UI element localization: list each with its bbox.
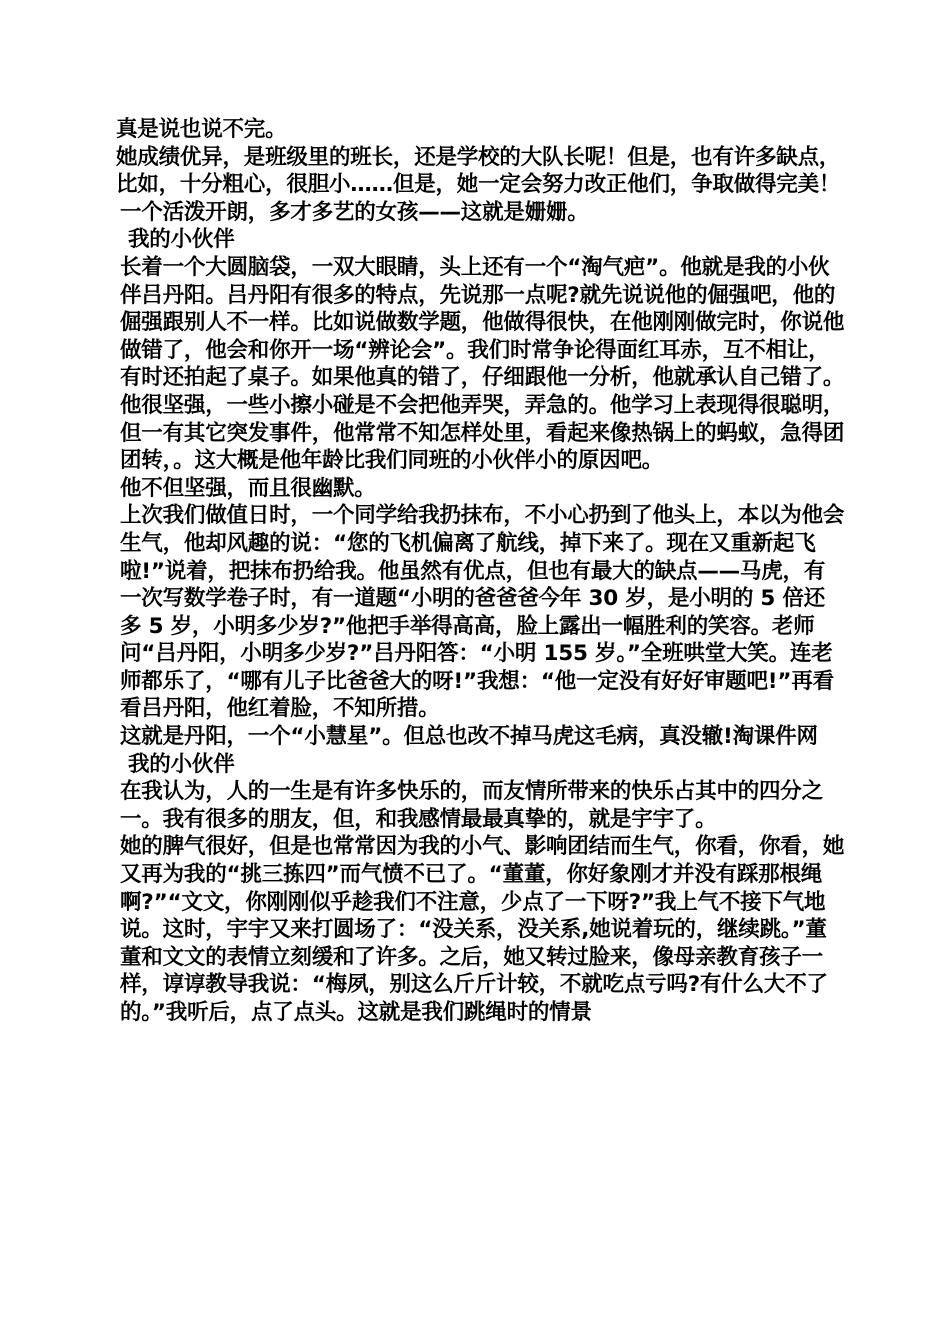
paragraph: 真是说也说不完。 — [116, 117, 287, 142]
section-title: 我的小伙伴 — [128, 751, 235, 777]
section-title: 我的小伙伴 — [128, 227, 235, 253]
paragraph: 这就是丹阳，一个“小慧星”。但总也改不掉马虎这毛病，真没辙!淘课件网 — [120, 724, 818, 750]
paragraph: 他很坚强，一些小擦小碰是不会把他弄哭，弄急的。他学习上表现得很聪明，但一有其它突发事件，他常常不知怎样处里，看起来像热锅上的蚂蚁，急得团团转，。这大概是他年龄比我们同班的小伙伴小的原因吧。 — [120, 392, 845, 474]
paragraph: 一个活泼开朗，多才多艺的女孩——这就是姗姗。 — [120, 199, 589, 225]
paragraph: 她的脾气很好，但是也常常因为我的小气、影响团结而生气，你看，你看，她又再为我的“挑三拣四”而气愤不已了。“董董，你好象刚才并没有踩那根绳啊?”“文文，你刚刚似乎趁我们不注意，少点了一下呀?”我上气不接下气地说。这时，宇宇又来打圆场了：“没关系，没关系,她说着玩的，继续跳。”董董和文文的表情立刻缓和了许多。之后，她又转过脸来，像母亲教育孩子一样，谆谆教导我说：“梅夙，别这么斤斤计较，不就吃点亏吗?有什么大不了的。”我听后，点了点头。这就是我们跳绳时的情景 — [120, 834, 845, 1025]
paragraph: 他不但坚强，而且很幽默。 — [120, 475, 376, 501]
paragraph: 她成绩优异，是班级里的班长，还是学校的大队长呢！但是，也有许多缺点，比如，十分粗心，很胆小……但是，她一定会努力改正他们，争取做得完美！ — [116, 144, 841, 198]
document-body — [116, 116, 846, 1027]
paragraph: 在我认为，人的一生是有许多快乐的，而友情所带来的快乐占其中的四分之一。我有很多的朋友，但，和我感情最最真挚的，就是宇宇了。 — [120, 779, 823, 832]
paragraph: 长着一个大圆脑袋，一双大眼睛，头上还有一个“淘气疤”。他就是我的小伙伴吕丹阳。吕丹阳有很多的特点，先说那一点呢?就先说说他的倔强吧，他的倔强跟别人不一样。比如说做数学题，他做得很快，在他刚刚做完时，你说他做错了，他会和你开一场“辨论会”。我们时常争论得面红耳赤，互不相让，有时还拍起了桌子。如果他真的错了，仔细跟他一分析，他就承认自己错了。 — [120, 254, 845, 391]
paragraph: 上次我们做值日时，一个同学给我扔抹布，不小心扔到了他头上，本以为他会生气，他却风趣的说：“您的飞机偏离了航线，掉下来了。现在又重新起飞啦!”说着，把抹布扔给我。他虽然有优点，但也有最大的缺点——马虎，有一次写数学卷子时，有一道题“小明的爸爸爸今年 30 岁，是小明的 5 倍还多 5 岁，小明多少岁?”他把手举得高高，脸上露出一幅胜利的笑容。老师问“吕丹阳，小明多少岁?”吕丹阳答：“小明 155 岁。”全班哄堂大笑。连老师都乐了，“哪有儿子比爸爸大的呀!”我想：“他一定没有好好审题吧!”再看看吕丹阳，他红着脸，不知所措。 — [120, 503, 845, 722]
